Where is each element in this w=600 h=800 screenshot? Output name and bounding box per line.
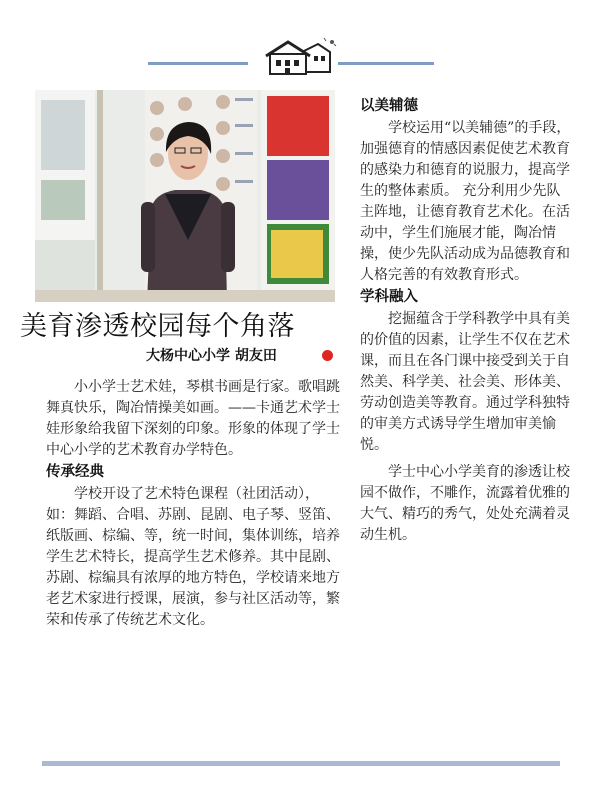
teacher-photo <box>35 90 335 302</box>
section-heading: 以美辅德 <box>360 98 418 114</box>
right-column <box>360 95 572 546</box>
closing-paragraph: 学士中心小学美育的渗透让校园不做作，不雕作，流露着优雅的大气、精巧的秀气，处处充满着灵动生机。 <box>360 464 570 543</box>
left-column <box>46 377 340 631</box>
section-heading: 传承经典 <box>46 464 104 480</box>
section-heading: 学科融入 <box>360 289 418 305</box>
section-paragraph: 挖掘蕴含于学科教学中具有美的价值的因素，让学生不仅在艺术课，而且在各门课中接受到关于自然美、科学美、社会美、形体美、劳动创造美等教育。通过学科独特的审美方式诱导学生增加审美愉悦。 <box>360 311 570 453</box>
article-byline: 大杨中心小学 胡友田 <box>146 348 277 364</box>
header-rule-left <box>148 62 248 65</box>
header-rule-right <box>338 62 434 65</box>
school-building-icon <box>258 36 338 76</box>
section-paragraph: 学校开设了艺术特色课程（社团活动），如：舞蹈、合唱、苏剧、昆剧、电子琴、竖笛、纸版画、棕编、等，统一时间，集体训练，培养学生艺术特长，提高学生艺术修养。其中昆剧、苏剧、棕编具有浓厚的地方特色，学校请来地方老艺术家进行授课，展演，参与社区活动等，繁荣和传承了传统艺术文化。 <box>46 486 340 628</box>
section-paragraph: 学校运用“以美辅德”的手段，加强德育的情感因素促使艺术教育的感染力和德育的说服力，提高学生的整体素质。 充分利用少先队主阵地，让德育教育艺术化。在活动中，学生们施展才能，陶冶情操，使少先队活动成为品德教育和人格完善的有效教育形式。 <box>360 120 571 283</box>
intro-paragraph: 小小学士艺术娃，琴棋书画是行家。歌唱跳舞真快乐，陶冶情操美如画。——卡通艺术学士娃形象给我留下深刻的印象。形象的体现了学士中心小学的艺术教育办学特色。 <box>46 379 340 458</box>
red-dot-icon <box>322 350 333 361</box>
article-title: 美育渗透校园每个角落 <box>20 311 295 342</box>
footer-rule <box>42 761 560 766</box>
